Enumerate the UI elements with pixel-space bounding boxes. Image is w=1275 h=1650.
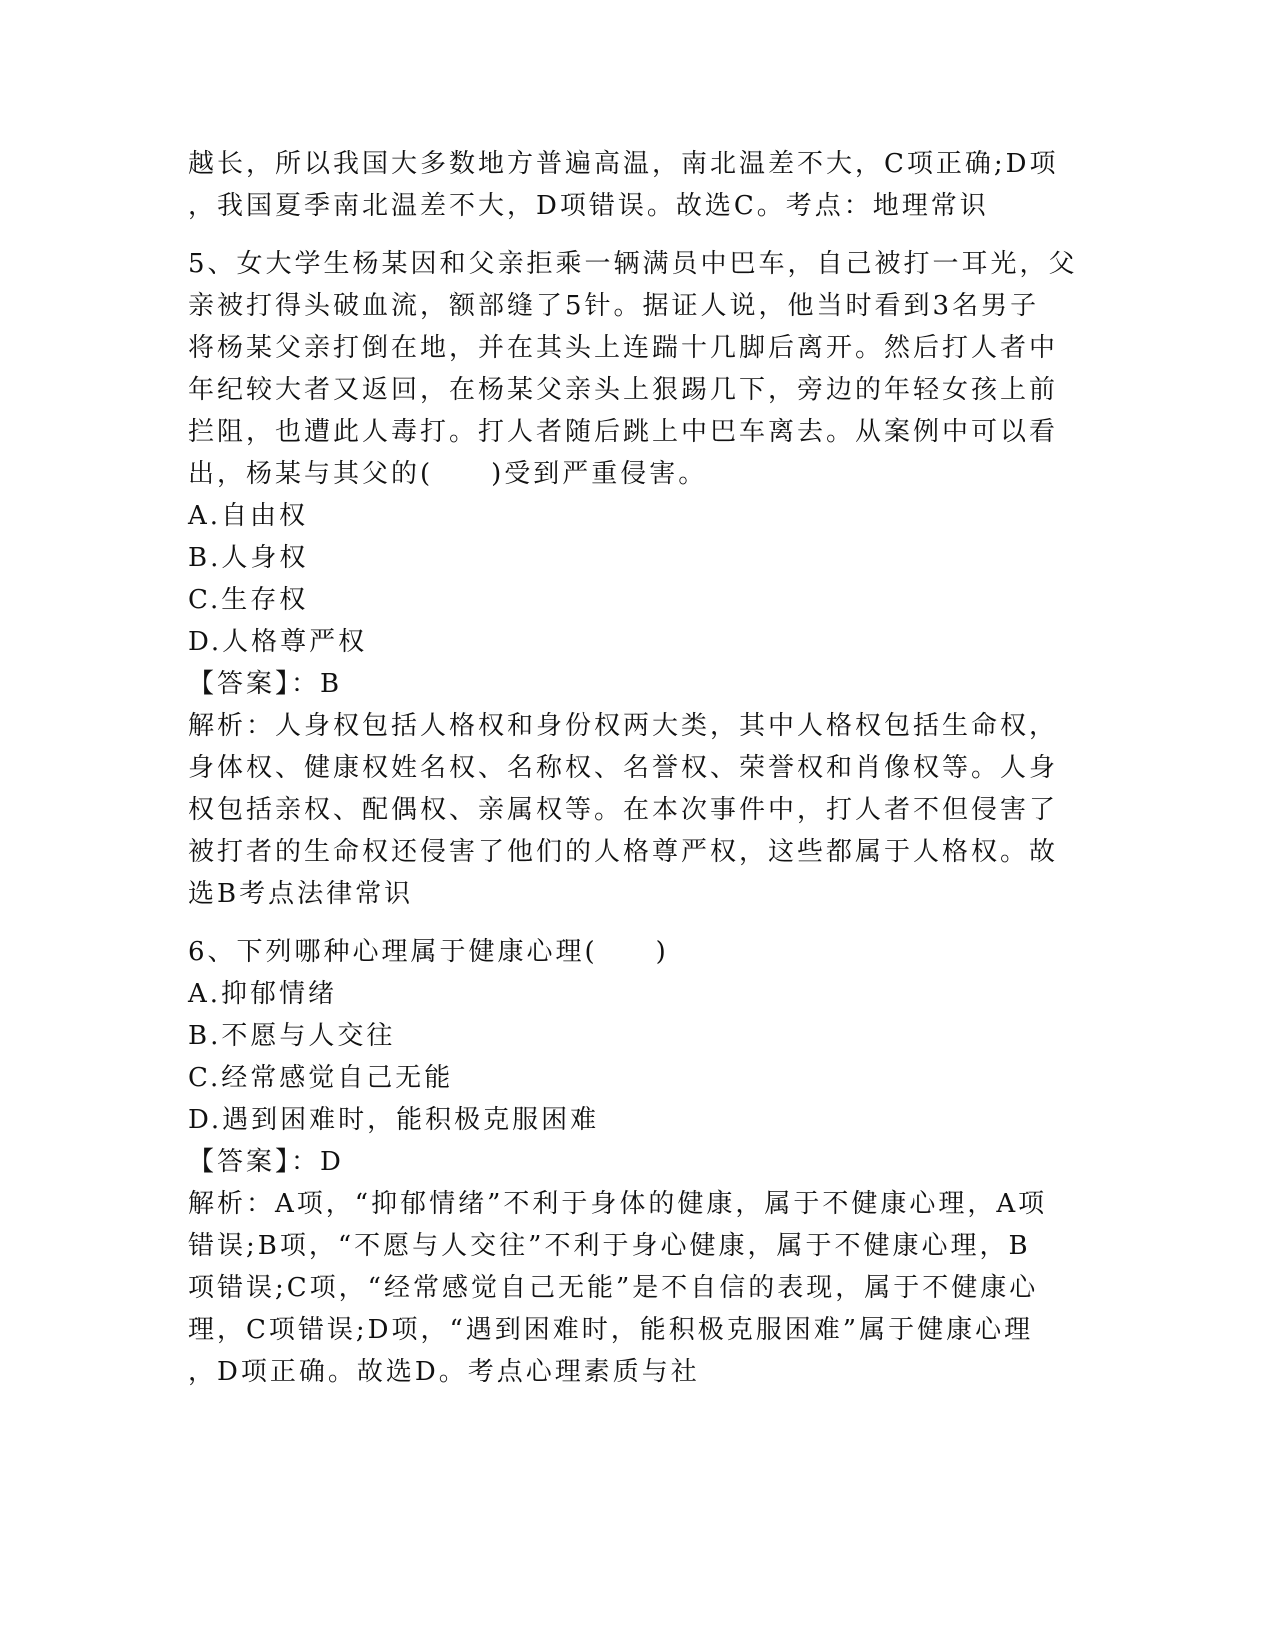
analysis-line: 身体权、健康权姓名权、名称权、名誉权、荣誉权和肖像权等。人身 [188, 753, 1059, 783]
question-6 [188, 931, 1088, 1393]
analysis-line: 项错误;C项，“经常感觉自己无能”是不自信的表现，属于不健康心 [188, 1273, 1039, 1303]
analysis-line: 错误;B项，“不愿与人交往”不利于身心健康，属于不健康心理，B [188, 1231, 1031, 1261]
question-5 [188, 243, 1088, 915]
question-stem-line: 5、女大学生杨某因和父亲拒乘一辆满员中巴车，自己被打一耳光，父 [188, 249, 1078, 279]
option-c: C.生存权 [188, 585, 309, 615]
analysis-line: 选B考点法律常识 [188, 879, 414, 909]
option-a: A.抑郁情绪 [188, 979, 338, 1009]
question-stem-line: 出，杨某与其父的( )受到严重侵害。 [188, 459, 708, 489]
question-stem-line: 年纪较大者又返回，在杨某父亲头上狠踢几下，旁边的年轻女孩上前 [188, 375, 1059, 405]
question-stem-line: 6、下列哪种心理属于健康心理( ) [188, 937, 669, 967]
option-c: C.经常感觉自己无能 [188, 1063, 454, 1093]
analysis-line: 权包括亲权、配偶权、亲属权等。在本次事件中，打人者不但侵害了 [188, 795, 1059, 825]
question-stem-line: 拦阻，也遭此人毒打。打人者随后跳上中巴车离去。从案例中可以看 [188, 417, 1059, 447]
analysis-line: ，D项正确。故选D。考点心理素质与社 [188, 1357, 700, 1387]
option-d: D.遇到困难时，能积极克服困难 [188, 1105, 600, 1135]
option-b: B.人身权 [188, 543, 309, 573]
option-b: B.不愿与人交往 [188, 1021, 396, 1051]
option-d: D.人格尊严权 [188, 627, 368, 657]
previous-analysis-continuation [188, 143, 1088, 227]
text-line: 越长，所以我国大多数地方普遍高温，南北温差不大，C项正确;D项 [188, 149, 1059, 179]
answer-line: 【答案】：D [188, 1147, 344, 1177]
question-stem-line: 将杨某父亲打倒在地，并在其头上连踹十几脚后离开。然后打人者中 [188, 333, 1059, 363]
option-a: A.自由权 [188, 501, 309, 531]
analysis-line: 理，C项错误;D项，“遇到困难时，能积极克服困难”属于健康心理 [188, 1315, 1034, 1345]
answer-line: 【答案】：B [188, 669, 343, 699]
analysis-line: 解析：人身权包括人格权和身份权两大类，其中人格权包括生命权， [188, 711, 1059, 741]
text-line: ，我国夏季南北温差不大，D项错误。故选C。考点：地理常识 [188, 191, 989, 221]
analysis-line: 被打者的生命权还侵害了他们的人格尊严权，这些都属于人格权。故 [188, 837, 1059, 867]
question-stem-line: 亲被打得头破血流，额部缝了5针。据证人说，他当时看到3名男子 [188, 291, 1040, 321]
analysis-line: 解析：A项，“抑郁情绪”不利于身体的健康，属于不健康心理，A项 [188, 1189, 1048, 1219]
document-page [188, 143, 1088, 1393]
